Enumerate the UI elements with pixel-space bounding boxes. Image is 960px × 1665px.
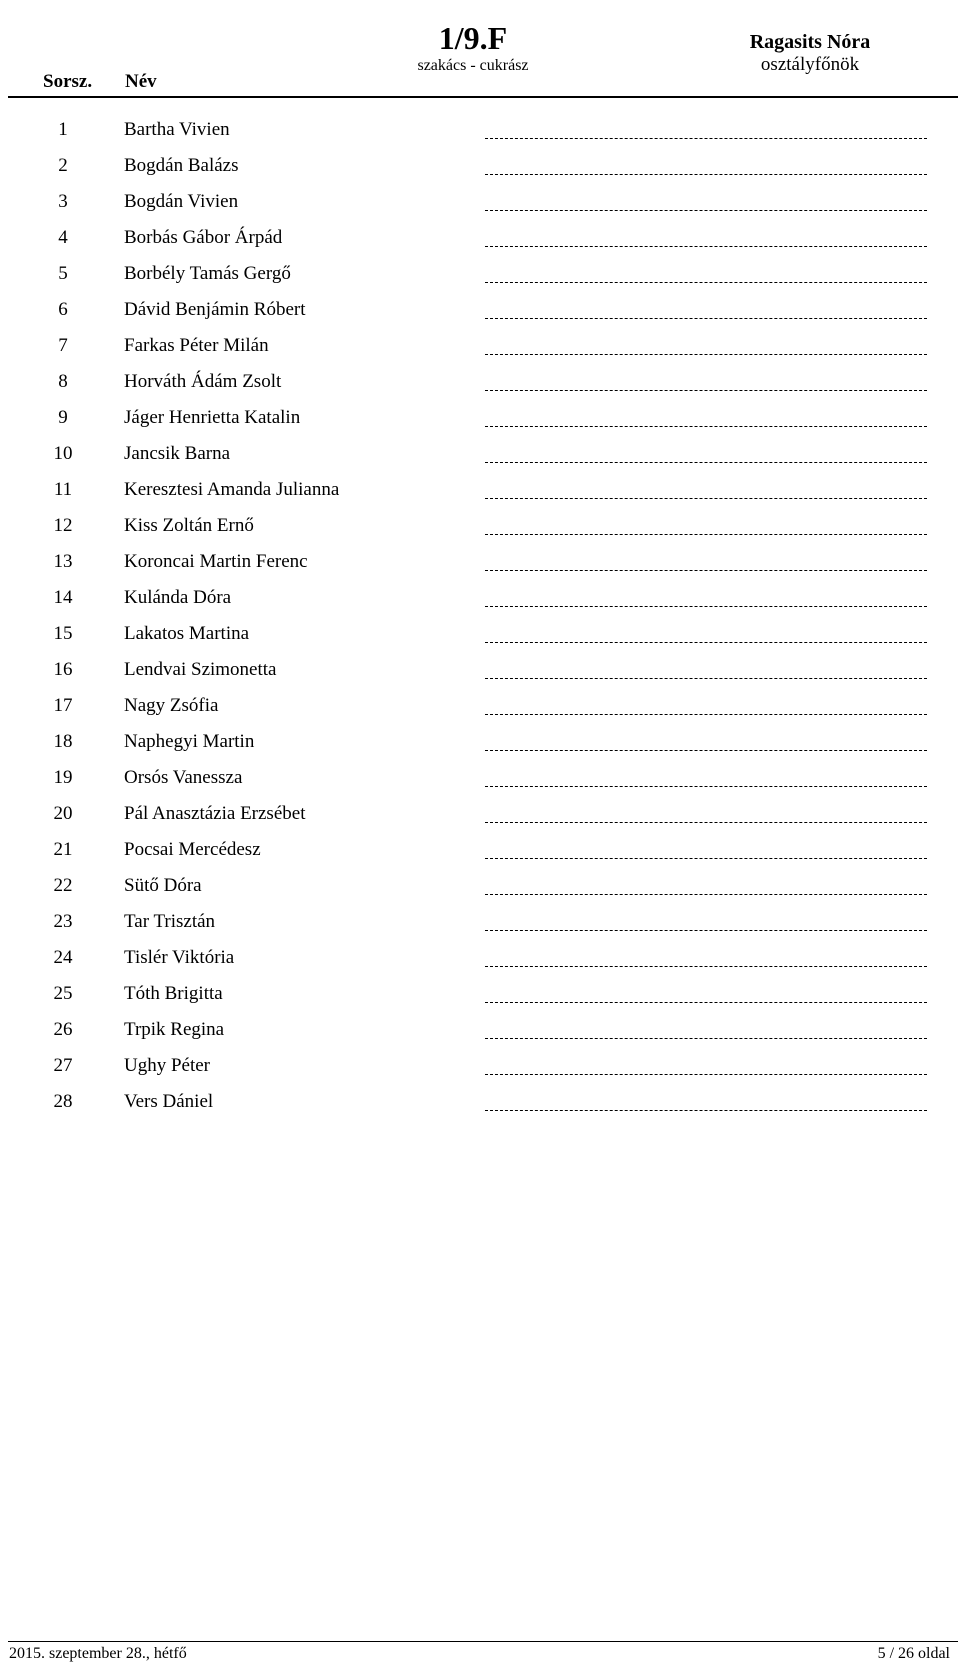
list-item [0, 148, 960, 184]
student-name: Keresztesi Amanda Julianna [124, 479, 340, 500]
teacher-role: osztályfőnök [760, 54, 860, 75]
signature-line [485, 282, 927, 283]
list-item [0, 544, 960, 580]
student-number: 3 [58, 191, 68, 212]
list-item [0, 868, 960, 904]
footer-date: 2015. szeptember 28., hétfő [9, 1645, 187, 1662]
student-number: 6 [58, 299, 68, 320]
student-number: 22 [53, 875, 73, 896]
list-item [0, 184, 960, 220]
student-name: Sütő Dóra [124, 875, 202, 896]
signature-line [485, 138, 927, 139]
list-item [0, 364, 960, 400]
list-item [0, 616, 960, 652]
signature-line [485, 1002, 927, 1003]
list-item [0, 724, 960, 760]
student-number: 12 [53, 515, 73, 536]
column-header-number: Sorsz. [43, 71, 93, 92]
signature-line [485, 570, 927, 571]
student-name: Vers Dániel [124, 1091, 214, 1112]
signature-line [485, 822, 927, 823]
student-name: Pocsai Mercédesz [124, 839, 261, 860]
student-number: 27 [53, 1055, 73, 1076]
list-item [0, 112, 960, 148]
student-number: 18 [53, 731, 73, 752]
student-name: Bartha Vivien [124, 119, 230, 140]
student-number: 28 [53, 1091, 73, 1112]
student-name: Kiss Zoltán Ernő [124, 515, 254, 536]
student-number: 24 [53, 947, 73, 968]
student-name: Koroncai Martin Ferenc [124, 551, 308, 572]
signature-line [485, 930, 927, 931]
signature-line [485, 318, 927, 319]
student-name: Lendvai Szimonetta [124, 659, 277, 680]
student-number: 9 [58, 407, 68, 428]
student-name: Lakatos Martina [124, 623, 250, 644]
student-number: 1 [58, 119, 68, 140]
student-name: Horváth Ádám Zsolt [124, 371, 282, 392]
signature-line [485, 750, 927, 751]
student-name: Jancsik Barna [124, 443, 231, 464]
student-number: 14 [53, 587, 73, 608]
footer-divider [8, 1641, 958, 1642]
list-item [0, 832, 960, 868]
column-header-name: Név [125, 71, 157, 92]
student-number: 26 [53, 1019, 73, 1040]
student-name: Bogdán Vivien [124, 191, 239, 212]
signature-line [485, 210, 927, 211]
list-item [0, 220, 960, 256]
list-item [0, 940, 960, 976]
student-number: 15 [53, 623, 73, 644]
student-name: Kulánda Dóra [124, 587, 232, 608]
student-number: 23 [53, 911, 73, 932]
student-name: Pál Anasztázia Erzsébet [124, 803, 306, 824]
list-item [0, 904, 960, 940]
list-item [0, 436, 960, 472]
list-item [0, 292, 960, 328]
student-name: Trpik Regina [124, 1019, 225, 1040]
signature-line [485, 1074, 927, 1075]
signature-line [485, 390, 927, 391]
signature-line [485, 1110, 927, 1111]
signature-line [485, 426, 927, 427]
signature-line [485, 642, 927, 643]
student-name: Naphegyi Martin [124, 731, 255, 752]
student-number: 20 [53, 803, 73, 824]
list-item [0, 976, 960, 1012]
list-item [0, 508, 960, 544]
list-item [0, 1012, 960, 1048]
teacher-name: Ragasits Nóra [749, 31, 871, 53]
signature-line [485, 354, 927, 355]
list-item [0, 760, 960, 796]
signature-line [485, 246, 927, 247]
signature-line [485, 534, 927, 535]
signature-line [485, 714, 927, 715]
list-item [0, 1084, 960, 1120]
list-item [0, 256, 960, 292]
list-item [0, 328, 960, 364]
student-number: 8 [58, 371, 68, 392]
student-number: 19 [53, 767, 73, 788]
student-name: Jáger Henrietta Katalin [124, 407, 301, 428]
list-item [0, 652, 960, 688]
footer-page-number: 5 / 26 oldal [877, 1645, 950, 1662]
signature-line [485, 462, 927, 463]
student-number: 25 [53, 983, 73, 1004]
student-name: Borbély Tamás Gergő [124, 263, 291, 284]
student-name: Farkas Péter Milán [124, 335, 269, 356]
signature-line [485, 1038, 927, 1039]
class-subtitle: szakács - cukrász [417, 57, 529, 74]
student-number: 21 [53, 839, 73, 860]
signature-line [485, 498, 927, 499]
signature-line [485, 174, 927, 175]
student-list [0, 112, 960, 1120]
signature-line [485, 966, 927, 967]
list-item [0, 1048, 960, 1084]
page-header [0, 0, 960, 100]
student-number: 5 [58, 263, 68, 284]
signature-line [485, 894, 927, 895]
student-name: Bogdán Balázs [124, 155, 239, 176]
list-item [0, 472, 960, 508]
student-name: Dávid Benjámin Róbert [124, 299, 306, 320]
header-divider [8, 96, 958, 98]
signature-line [485, 678, 927, 679]
student-number: 11 [53, 479, 73, 500]
student-number: 10 [53, 443, 73, 464]
student-name: Tislér Viktória [124, 947, 235, 968]
signature-line [485, 786, 927, 787]
student-name: Tar Trisztán [124, 911, 216, 932]
student-number: 7 [58, 335, 68, 356]
student-name: Nagy Zsófia [124, 695, 219, 716]
student-name: Orsós Vanessza [124, 767, 243, 788]
student-number: 17 [53, 695, 73, 716]
student-number: 4 [58, 227, 68, 248]
list-item [0, 580, 960, 616]
signature-line [485, 606, 927, 607]
student-name: Tóth Brigitta [124, 983, 223, 1004]
signature-line [485, 858, 927, 859]
class-code: 1/9.F [438, 20, 508, 56]
list-item [0, 688, 960, 724]
list-item [0, 796, 960, 832]
student-name: Borbás Gábor Árpád [124, 227, 283, 248]
student-number: 2 [58, 155, 68, 176]
student-number: 13 [53, 551, 73, 572]
student-name: Ughy Péter [124, 1055, 211, 1076]
student-number: 16 [53, 659, 73, 680]
list-item [0, 400, 960, 436]
